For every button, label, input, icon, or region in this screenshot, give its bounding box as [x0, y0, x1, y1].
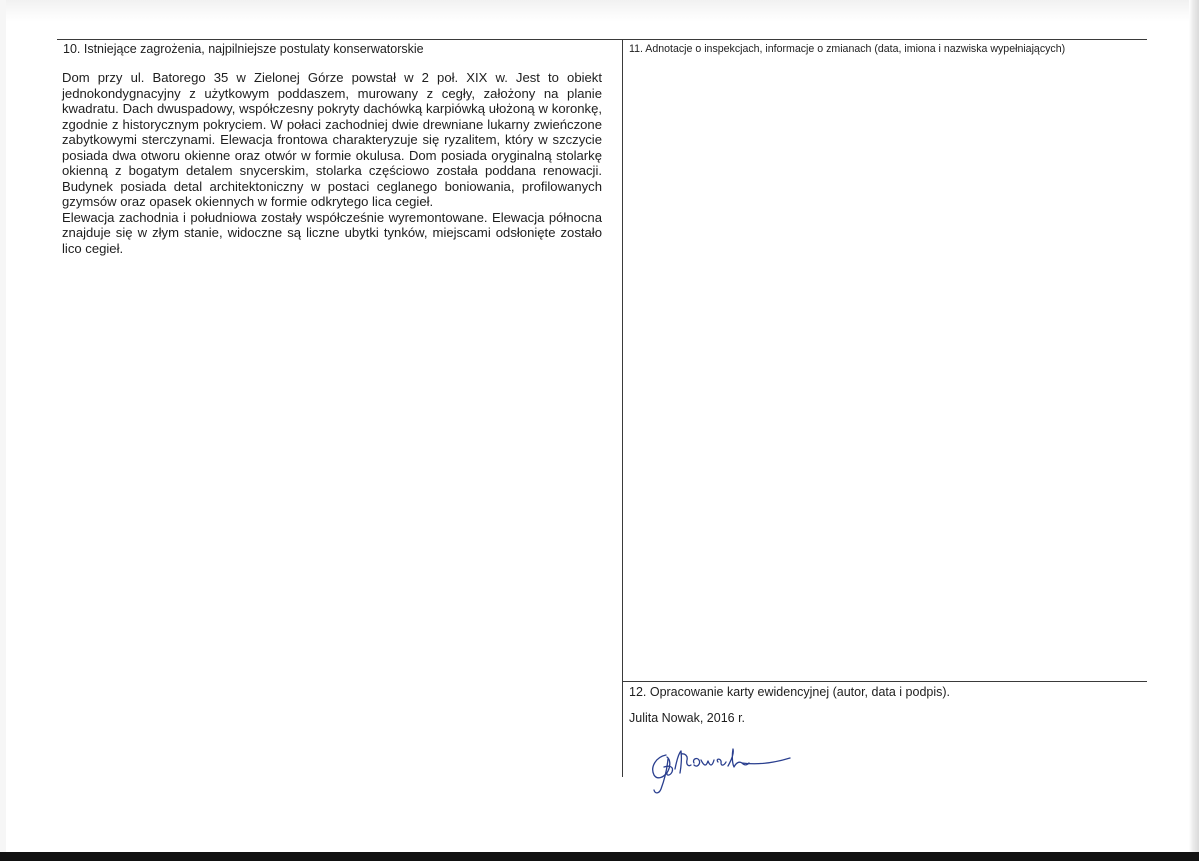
section-10-paragraph-1: Dom przy ul. Batorego 35 w Zielonej Górze powstał w 2 poł. XIX w. Jest to obiekt jednokondygnacyjny z użytkowym poddaszem, murowany z cegły, założony na planie kwadratu. Dach dwuspadowy, współczesny pokryty dachówką karpiówką ułożoną w koronkę, zgodnie z historycznym pokryciem. W połaci zachodniej dwie drewniane lukarny zwieńczone zabytkowymi sterczynami. Elewacja frontowa charakteryzuje się ryzalitem, który w szczycie posiada dwa otworu okienne oraz otwór w formie okulusa. Dom posiada oryginalną stolarkę okienną z bogatym detalem snycerskim, stolarka częściowo została poddana renowacji. Budynek posiada detal architektoniczny w postaci ceglanego boniowania, profilowanych gzymsów oraz opasek okiennych w formie odkrytego lica cegieł.: [62, 70, 602, 209]
scan-top-edge: [0, 0, 1199, 22]
scan-bottom-edge: [0, 852, 1199, 861]
section-11-heading: 11. Adnotacje o inspekcjach, informacje o zmianach (data, imiona i nazwiska wypełniających): [629, 43, 1066, 55]
section-10-paragraph-2: Elewacja zachodnia i południowa zostały współcześnie wyremontowane. Elewacja północna znajduje się w złym stanie, widoczne są liczne ubytki tynków, miejscami odsłonięte zostało lico cegieł.: [62, 209, 602, 256]
section-12-heading: 12. Opracowanie karty ewidencyjnej (autor, data i podpis).: [629, 685, 951, 699]
handwritten-signature: [648, 745, 798, 797]
author-date: Julita Nowak, 2016 r.: [629, 711, 746, 725]
top-divider: [57, 39, 1147, 40]
section-10-heading: 10. Istniejące zagrożenia, najpilniejsze postulaty konserwatorskie: [63, 42, 424, 56]
section-10-body: [62, 70, 602, 256]
column-divider: [622, 39, 623, 777]
scan-left-edge: [0, 0, 6, 861]
section-12-divider: [623, 681, 1147, 682]
scan-right-edge: [1189, 0, 1199, 861]
